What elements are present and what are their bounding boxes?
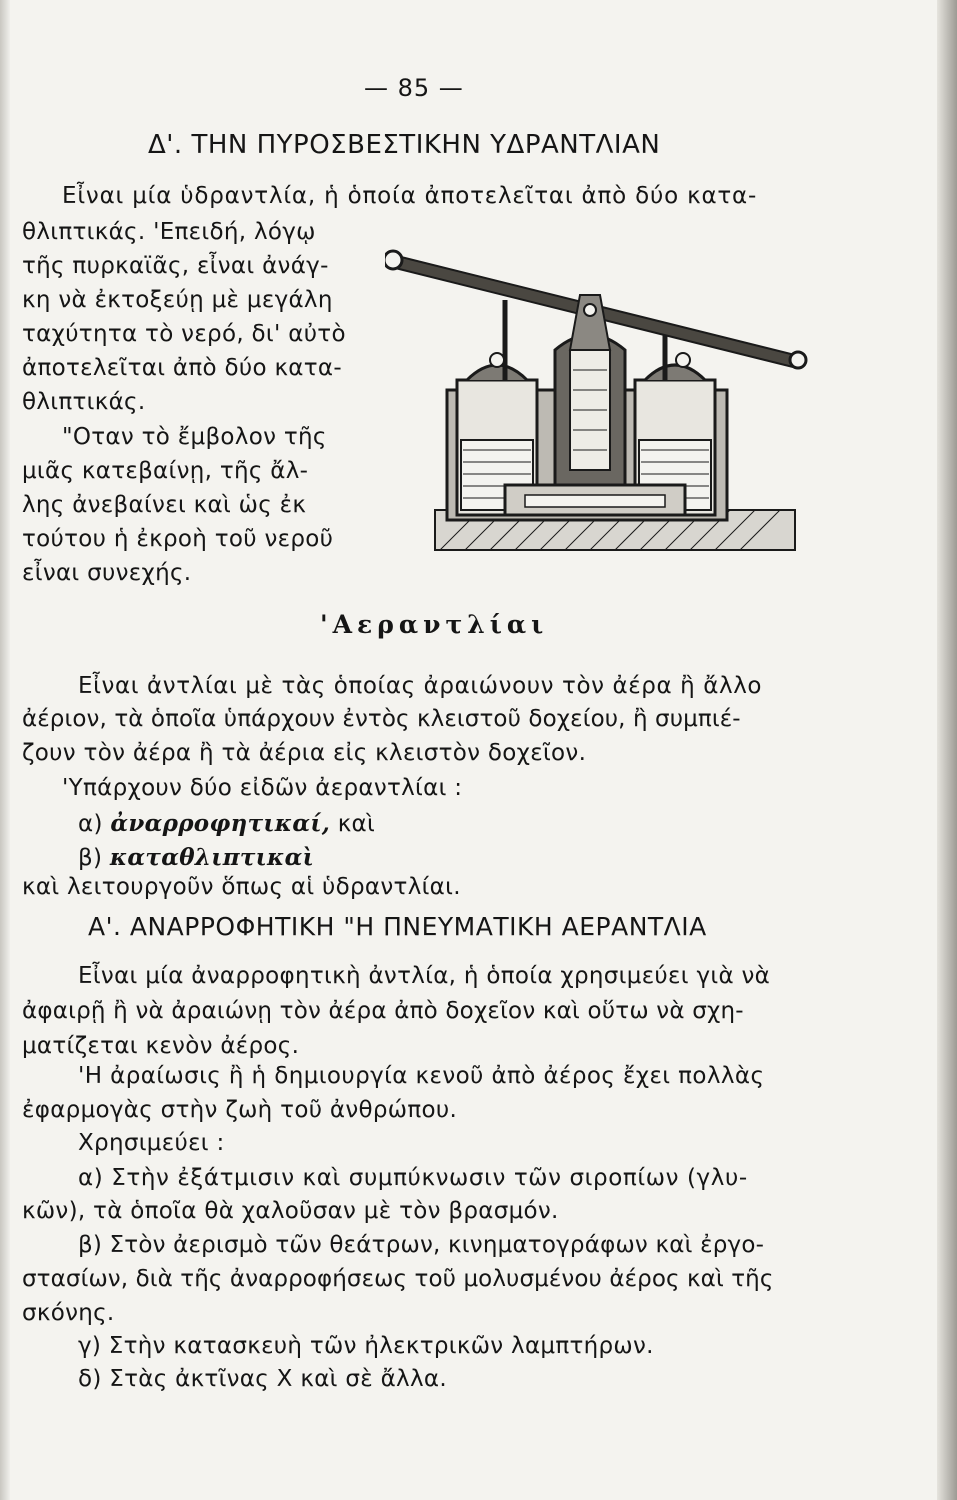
text-line: ἀποτελεῖται ἀπὸ δύο κατα- <box>22 355 342 381</box>
text-line: στασίων, διὰ τῆς ἀναρροφήσεως τοῦ μολυσμένου ἀέρος καὶ τῆς <box>22 1266 774 1292</box>
text-line: θλιπτικάς. 'Επειδή, λόγῳ <box>22 219 316 245</box>
text-line: ζουν τὸν ἀέρα ἢ τὰ ἀέρια εἰς κλειστὸν δοχεῖον. <box>22 740 587 766</box>
text-line: γ) Στὴν κατασκευὴ τῶν ἠλεκτρικῶν λαμπτήρων. <box>78 1333 654 1359</box>
page-edge-left <box>0 0 10 1500</box>
text-line: κη νὰ ἐκτοξεύῃ μὲ μεγάλη <box>22 287 333 313</box>
text-line: α) Στὴν ἐξάτμισιν καὶ συμπύκνωσιν τῶν σιροπίων (γλυ- <box>78 1165 748 1191</box>
text-line: θλιπτικάς. <box>22 389 146 415</box>
section-title-air-pumps: 'Αεραντλίαι <box>320 610 549 639</box>
page-number: — 85 — <box>364 74 464 102</box>
list-item-a <box>78 810 375 837</box>
text-line: τούτου ἡ ἐκροὴ τοῦ νεροῦ <box>22 526 334 552</box>
page-edge-right <box>937 0 957 1500</box>
text-line: ἀφαιρῇ ἢ νὰ ἀραιώνῃ τὸν ἀέρα ἀπὸ δοχεῖον καὶ οὕτω νὰ σχη- <box>22 998 744 1024</box>
text-line: Εἶναι ἀντλίαι μὲ τὰς ὁποίας ἀραιώνουν τὸν ἀέρα ἢ ἄλλο <box>78 673 763 699</box>
text-line: 'Η ἀραίωσις ἢ ἡ δημιουργία κενοῦ ἀπὸ ἀέρος ἔχει πολλὰς <box>78 1063 765 1089</box>
text-line: σκόνης. <box>22 1300 115 1326</box>
fire-pump-illustration <box>385 240 815 555</box>
text-line: ματίζεται κενὸν ἀέρος. <box>22 1033 300 1059</box>
section-heading-vacuum-pump: Α'. ΑΝΑΡΡΟΦΗΤΙΚΗ "Η ΠΝΕΥΜΑΤΙΚΗ ΑΕΡΑΝΤΛΙΑ <box>88 912 707 941</box>
text-line: Εἶναι μία ὑδραντλία, ἡ ὁποία ἀποτελεῖται ἀπὸ δύο κατα- <box>62 183 758 209</box>
text-line: ἀέριον, τὰ ὁποῖα ὑπάρχουν ἐντὸς κλειστοῦ δοχείου, ἢ συμπιέ- <box>22 706 741 732</box>
list-item-prefix: β) <box>78 845 103 871</box>
list-item-b <box>78 844 314 871</box>
text-line: 'Υπάρχουν δύο εἰδῶν ἀεραντλίαι : <box>62 775 463 801</box>
text-line: λης ἀνεβαίνει καὶ ὡς ἐκ <box>22 492 307 518</box>
text-line: ἐφαρμογὰς στὴν ζωὴ τοῦ ἀνθρώπου. <box>22 1097 458 1123</box>
text-line: τῆς πυρκαϊᾶς, εἶναι ἀνάγ- <box>22 253 329 279</box>
list-item-suffix: καὶ <box>337 811 376 837</box>
text-line: καὶ λειτουργοῦν ὅπως αἱ ὑδραντλίαι. <box>22 874 461 900</box>
text-line: "Οταν τὸ ἔμβολον τῆς <box>62 424 327 450</box>
text-line: μιᾶς κατεβαίνῃ, τῆς ἄλ- <box>22 458 309 484</box>
text-line: Χρησιμεύει : <box>78 1130 225 1156</box>
text-line: β) Στὸν ἀερισμὸ τῶν θεάτρων, κινηματογράφων καὶ ἐργο- <box>78 1232 765 1258</box>
term-suction: ἀναρροφητικαί, <box>110 810 331 837</box>
text-line: Εἶναι μία ἀναρροφητικὴ ἀντλία, ἡ ὁποία χρησιμεύει γιὰ νὰ <box>78 963 771 989</box>
text-line: κῶν), τὰ ὁποῖα θὰ χαλοῦσαν μὲ τὸν βρασμόν. <box>22 1198 559 1224</box>
section-heading-fire-pump: Δ'. ΤΗΝ ΠΥΡΟΣΒΕΣΤΙΚΗΝ ΥΔΡΑΝΤΛΙΑΝ <box>148 130 661 160</box>
text-line: δ) Στὰς ἀκτῖνας Χ καὶ σὲ ἄλλα. <box>78 1366 447 1392</box>
list-item-prefix: α) <box>78 811 103 837</box>
text-line: ταχύτητα τὸ νερό, δι' αὐτὸ <box>22 321 346 347</box>
text-line: εἶναι συνεχής. <box>22 560 192 586</box>
term-compression: καταθλιπτικαὶ <box>109 844 315 871</box>
